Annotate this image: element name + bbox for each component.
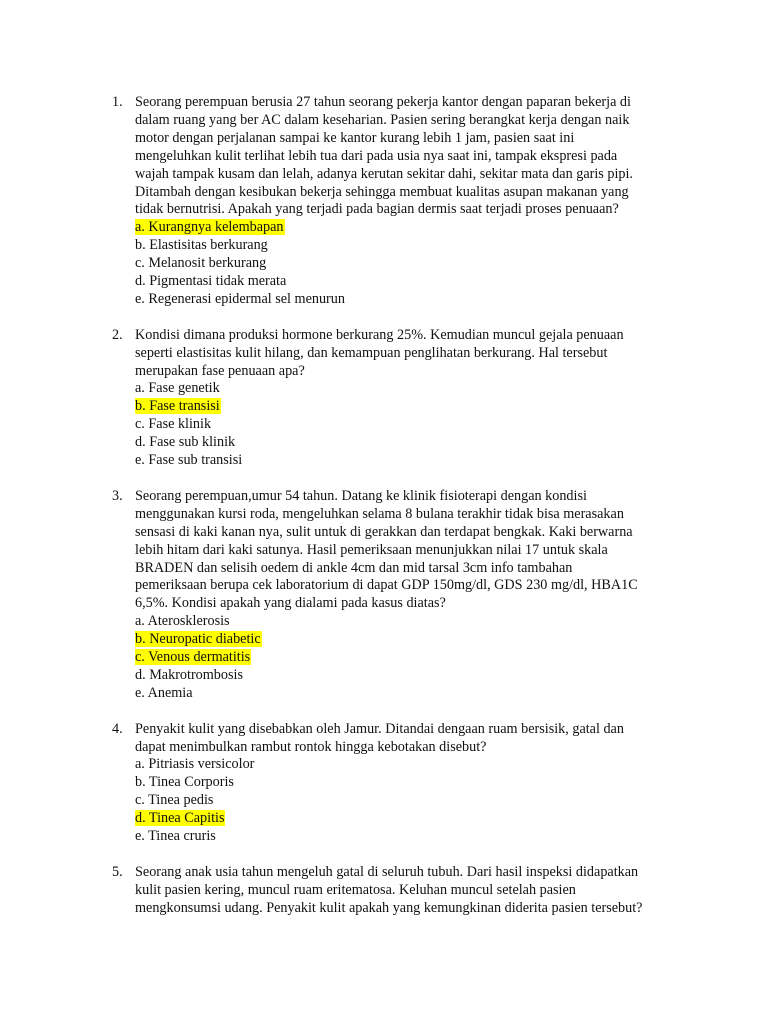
answer-option [135,613,692,631]
stem-line: wajah tampak kusam dan lelah, adanya kerutan sekitar dahi, sekitar mata dan garis pipi. [135,165,633,182]
stem-line: motor dengan perjalanan sampai ke kantor kurang lebih 1 jam, pasien saat ini [135,129,575,146]
stem-line: dalam ruang yang ber AC dalam keseharian. Pasien sering berangkat kerja dengan naik [135,111,630,128]
stem-line: merupakan fase penuaan apa? [135,362,305,379]
answer-option [135,416,692,434]
answer-text: c. Melanosit berkurang [135,255,267,272]
answer-text: b. Tinea Corporis [135,774,234,791]
stem-line: Seorang perempuan,umur 54 tahun. Datang ke klinik fisioterapi dengan kondisi [135,487,587,504]
stem-line: 6,5%. Kondisi apakah yang dialami pada kasus diatas? [135,595,446,612]
answer-option [135,756,692,774]
stem-line: kulit pasien kering, muncul ruam eritematosa. Keluhan muncul setelah pasien [135,881,576,898]
answer-option [135,237,692,255]
stem-line: Ditambah dengan kesibukan bekerja sehingga membuat kualitas asupan makanan yang [135,183,629,200]
answer-text: a. Fase genetik [135,380,220,397]
question-1 [112,94,692,309]
question-number: 3. [112,487,123,504]
highlighted-answer: c. Venous dermatitis [135,649,251,666]
answer-option [135,631,692,649]
question-3 [112,488,692,703]
highlighted-answer: a. Kurangnya kelembapan [135,219,284,236]
stem-line: lebih hitam dari kaki satunya. Hasil pemeriksaan menunjukkan nilai 17 untuk skala [135,541,608,558]
question-4 [112,721,692,846]
stem-line: Kondisi dimana produksi hormone berkurang 25%. Kemudian muncul gejala penuaan [135,326,624,343]
highlighted-answer: b. Fase transisi [135,398,220,415]
answer-option [135,255,692,273]
stem-line: seperti elastisitas kulit hilang, dan kemampuan penglihatan berkurang. Hal tersebut [135,344,608,361]
answer-option [135,685,692,703]
question-stem [135,864,692,918]
question-number: 4. [112,720,123,737]
stem-line: menggunakan kursi roda, mengeluhkan selama 8 bulana terakhir tidak bisa merasakan [135,505,624,522]
question-stem [135,721,692,757]
answer-text: e. Regenerasi epidermal sel menurun [135,290,345,307]
answer-text: d. Makrotrombosis [135,666,243,683]
answer-text: a. Pitriasis versicolor [135,756,255,773]
question-2 [112,327,692,470]
stem-line: mengeluhkan kulit terlihat lebih tua dari pada usia nya saat ini, tampak ekspresi pada [135,147,618,164]
answer-option [135,291,692,309]
highlighted-answer: b. Neuropatic diabetic [135,631,261,648]
answer-text: d. Fase sub klinik [135,434,236,451]
answer-text: c. Tinea pedis [135,792,214,809]
answer-text: b. Elastisitas berkurang [135,237,268,254]
question-number: 1. [112,94,123,110]
answer-option [135,649,692,667]
answer-option [135,452,692,470]
question-number: 2. [112,326,123,343]
question-stem [135,94,692,219]
question-number: 5. [112,863,123,880]
answer-text: a. Aterosklerosis [135,613,230,630]
stem-line: sensasi di kaki kanan nya, sulit untuk di gerakkan dan terdapat bengkak. Kaki berwarna [135,523,633,540]
answer-option [135,774,692,792]
answer-option [135,792,692,810]
stem-line: Seorang perempuan berusia 27 tahun seorang pekerja kantor dengan paparan bekerja di [135,94,631,110]
question-5 [112,864,692,918]
stem-line: Seorang anak usia tahun mengeluh gatal di seluruh tubuh. Dari hasil inspeksi didapatkan [135,863,639,880]
answer-text: c. Fase klinik [135,416,212,433]
stem-line: mengkonsumsi udang. Penyakit kulit apakah yang kemungkinan diderita pasien tersebut? [135,899,643,916]
answer-text: e. Anemia [135,684,193,701]
answer-option [135,828,692,846]
question-stem [135,488,692,613]
highlighted-answer: d. Tinea Capitis [135,810,225,827]
answer-option [135,398,692,416]
answer-option [135,434,692,452]
stem-line: BRADEN dan selisih oedem di ankle 4cm dan mid tarsal 3cm info tambahan [135,559,573,576]
stem-line: dapat menimbulkan rambut rontok hingga kebotakan disebut? [135,738,487,755]
answer-option [135,273,692,291]
question-list [112,94,692,936]
stem-line: Penyakit kulit yang disebabkan oleh Jamur. Ditandai dengaan ruam bersisik, gatal dan [135,720,624,737]
answer-text: d. Pigmentasi tidak merata [135,273,287,290]
answer-option [135,810,692,828]
answer-text: e. Fase sub transisi [135,452,243,469]
stem-line: pemeriksaan berupa cek laboratorium di dapat GDP 150mg/dl, GDS 230 mg/dl, HBA1C [135,577,638,594]
answer-option [135,380,692,398]
stem-line: tidak bernutrisi. Apakah yang terjadi pada bagian dermis saat terjadi proses penuaan? [135,201,619,218]
answer-option [135,219,692,237]
question-stem [135,327,692,381]
answer-text: e. Tinea cruris [135,828,216,845]
answer-option [135,667,692,685]
